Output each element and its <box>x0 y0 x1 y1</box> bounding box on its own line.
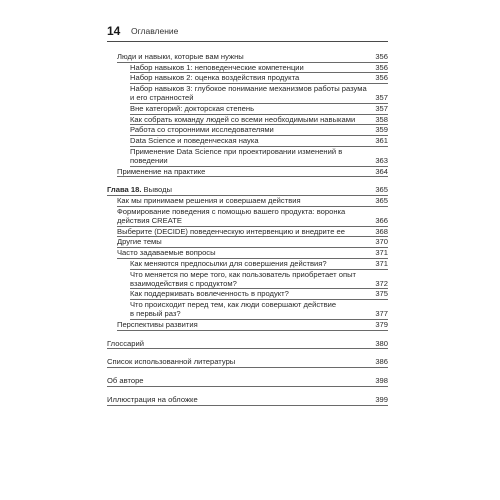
toc-entry[interactable] <box>107 339 388 350</box>
toc-entry-page-number: 365 <box>375 185 388 195</box>
toc-entry-title-text: в первый раз? <box>130 309 181 319</box>
toc-entry-title-text: Что меняется по мере того, как пользователь приобретает опыт <box>130 269 357 279</box>
toc-entry-title-line <box>107 395 370 404</box>
toc-entry-page-number: 357 <box>375 93 388 103</box>
toc-entry-title <box>107 395 370 404</box>
toc-entry-title-text: Как поддерживать вовлеченность в продукт? <box>130 289 289 299</box>
toc-entry-title-text: Набор навыков 1: неповеденческие компетенции <box>130 62 304 72</box>
toc-entry-page-number: 375 <box>375 289 388 299</box>
toc-entry-title-text: Об авторе <box>107 376 144 386</box>
toc-entry-title-line <box>130 63 370 72</box>
toc-entry-title <box>117 207 370 225</box>
toc-entry-page-number: 357 <box>375 104 388 114</box>
toc-entry-title <box>107 339 370 348</box>
toc-entry-title-line <box>130 259 370 268</box>
toc-entry[interactable] <box>107 207 388 227</box>
toc-entry-title-line <box>130 289 370 298</box>
toc-entry-page-number: 361 <box>375 136 388 146</box>
toc-entry-page-number: 363 <box>375 156 388 166</box>
toc-entry[interactable] <box>107 196 388 207</box>
toc-entry-title <box>130 115 370 124</box>
toc-entry-title <box>130 289 370 298</box>
toc-entry-page-number: 399 <box>375 394 388 404</box>
toc-entry-title <box>117 237 370 246</box>
toc-entry-title-line <box>117 248 370 257</box>
toc-entry-title-text: взаимодействия с продуктом? <box>130 278 237 288</box>
toc-entry-title-line <box>117 207 370 216</box>
chapter-number: Глава 18. <box>107 185 142 195</box>
toc-entry-title <box>130 125 370 134</box>
toc-entry-title-text: Как меняются предпосылки для совершения действия? <box>130 258 327 268</box>
toc-entry-title <box>130 136 370 145</box>
toc-entry[interactable] <box>107 73 388 84</box>
toc-entry-title <box>130 73 370 82</box>
toc-entry-page-number: 365 <box>375 196 388 206</box>
toc-entry-title-line <box>117 52 370 61</box>
toc-entry-title-line <box>130 104 370 113</box>
toc-entry[interactable] <box>107 376 388 387</box>
toc-entry[interactable] <box>107 147 388 167</box>
toc-entry-page-number: 364 <box>375 166 388 176</box>
toc-entry-page-number: 356 <box>375 73 388 83</box>
toc-entry-title-text: и его странностей <box>130 93 194 103</box>
toc-entry-title-line <box>130 84 370 93</box>
toc-entry-title-line <box>130 309 370 318</box>
toc-entry-title-line <box>130 125 370 134</box>
toc-entry-title-text: действия CREATE <box>117 216 182 226</box>
toc-entry[interactable] <box>107 136 388 147</box>
toc-entry-title-line <box>107 185 370 194</box>
toc-entry[interactable] <box>107 63 388 74</box>
toc-entry[interactable] <box>107 289 388 300</box>
toc-entry-title <box>130 147 370 165</box>
table-of-contents <box>107 52 388 406</box>
toc-entry-title <box>107 376 370 385</box>
toc-entry-title-text: Набор навыков 3: глубокое понимание механизмов работы разума <box>130 84 367 94</box>
toc-entry-title-line <box>130 93 370 102</box>
toc-entry-title <box>117 52 370 61</box>
toc-entry-title <box>130 270 370 288</box>
toc-entry-title <box>130 259 370 268</box>
toc-entry-title <box>130 63 370 72</box>
toc-entry[interactable] <box>107 167 388 178</box>
group-spacer <box>107 387 388 395</box>
toc-entry[interactable] <box>107 270 388 290</box>
running-head-section: Оглавление <box>131 26 179 36</box>
toc-entry-title-line <box>130 136 370 145</box>
toc-entry-title <box>117 227 370 236</box>
toc-entry-title <box>107 357 370 366</box>
toc-entry-title-line <box>130 147 370 165</box>
toc-entry-page-number: 380 <box>375 338 388 348</box>
toc-entry-title-text: Список использованной литературы <box>107 357 236 367</box>
group-spacer <box>107 368 388 376</box>
toc-entry-title-line <box>130 270 370 279</box>
toc-entry-title-text: Как собрать команду людей со всеми необходимыми навыками <box>130 114 356 124</box>
toc-entry-title <box>117 248 370 257</box>
toc-entry-title-line <box>107 376 370 385</box>
toc-entry-page-number: 377 <box>375 309 388 319</box>
toc-entry-title-text: Другие темы <box>117 237 162 247</box>
toc-entry-page-number: 356 <box>375 62 388 72</box>
toc-entry[interactable] <box>107 104 388 115</box>
toc-entry-title-text: Работа со сторонними исследователями <box>130 125 274 135</box>
toc-entry-title-text: Часто задаваемые вопросы <box>117 248 216 258</box>
toc-entry-page-number: 370 <box>375 237 388 247</box>
toc-entry-title-text: Глоссарий <box>107 338 144 348</box>
toc-entry[interactable] <box>107 84 388 104</box>
toc-entry-page-number: 372 <box>375 278 388 288</box>
toc-entry-title-line <box>107 357 370 366</box>
toc-entry-page-number: 371 <box>375 248 388 258</box>
toc-entry[interactable] <box>107 227 388 238</box>
toc-entry-title-line <box>117 196 370 205</box>
page-header <box>107 24 388 42</box>
toc-entry-page-number: 368 <box>375 226 388 236</box>
toc-entry-title <box>130 84 370 102</box>
group-spacer <box>107 177 388 185</box>
toc-entry-title-text: Применение на практике <box>117 166 206 176</box>
toc-entry-page-number: 386 <box>375 357 388 367</box>
toc-entry-title-text: Перспективы развития <box>117 320 198 330</box>
toc-entry-page-number: 358 <box>375 114 388 124</box>
toc-entry-title-text: Выводы <box>141 185 172 195</box>
toc-entry-title <box>130 104 370 113</box>
toc-entry[interactable] <box>107 320 388 331</box>
toc-entry-title-text: Data Science и поведенческая наука <box>130 136 259 146</box>
toc-entry-title-text: Как мы принимаем решения и совершаем действия <box>117 196 301 206</box>
toc-entry-page-number: 366 <box>375 216 388 226</box>
toc-entry[interactable] <box>107 52 388 63</box>
toc-entry-title-text: Что происходит перед тем, как люди совершают действие <box>130 300 337 310</box>
toc-entry-title <box>117 196 370 205</box>
toc-entry-title-text: Люди и навыки, которые вам нужны <box>117 52 244 61</box>
toc-entry-title-text: Применение Data Science при проектировании изменений в поведении <box>130 146 343 166</box>
toc-entry-title-line <box>130 115 370 124</box>
toc-entry-title-line <box>130 300 370 309</box>
page-number: 14 <box>107 24 121 38</box>
toc-entry[interactable] <box>107 125 388 136</box>
toc-entry-title-line <box>117 320 370 329</box>
toc-entry-title <box>107 185 370 194</box>
toc-entry-title-text: Вне категорий: докторская степень <box>130 104 255 114</box>
toc-entry-title-line <box>117 167 370 176</box>
toc-entry-page-number: 379 <box>375 320 388 330</box>
toc-entry-title-line <box>107 339 370 348</box>
group-spacer <box>107 349 388 357</box>
toc-entry[interactable] <box>107 248 388 259</box>
toc-entry[interactable] <box>107 395 388 406</box>
group-spacer <box>107 331 388 339</box>
toc-entry[interactable] <box>107 237 388 248</box>
toc-entry-title-line <box>117 216 370 225</box>
toc-entry-page-number: 398 <box>375 376 388 386</box>
toc-entry-title-line <box>130 73 370 82</box>
toc-entry[interactable] <box>107 115 388 126</box>
toc-entry-title-text: Выберите (DECIDE) поведенческую интервенцию и внедрите ее <box>117 226 345 236</box>
toc-entry-page-number: 359 <box>375 125 388 135</box>
toc-entry-title-line <box>117 227 370 236</box>
toc-entry-title <box>130 300 370 318</box>
toc-entry[interactable] <box>107 185 388 196</box>
toc-entry-title <box>117 320 370 329</box>
toc-entry[interactable] <box>107 357 388 368</box>
toc-entry[interactable] <box>107 300 388 320</box>
toc-entry-title-text: Иллюстрация на обложке <box>107 394 198 404</box>
toc-entry-title-text: Формирование поведения с помощью вашего продукта: воронка <box>117 206 346 216</box>
toc-entry-title <box>117 167 370 176</box>
toc-entry-title-text: Набор навыков 2: оценка воздействия продукта <box>130 73 300 83</box>
toc-entry-title-line <box>130 279 370 288</box>
toc-entry-title-line <box>117 237 370 246</box>
toc-entry-page-number: 356 <box>375 52 388 61</box>
toc-entry-page-number: 371 <box>375 258 388 268</box>
toc-entry[interactable] <box>107 259 388 270</box>
